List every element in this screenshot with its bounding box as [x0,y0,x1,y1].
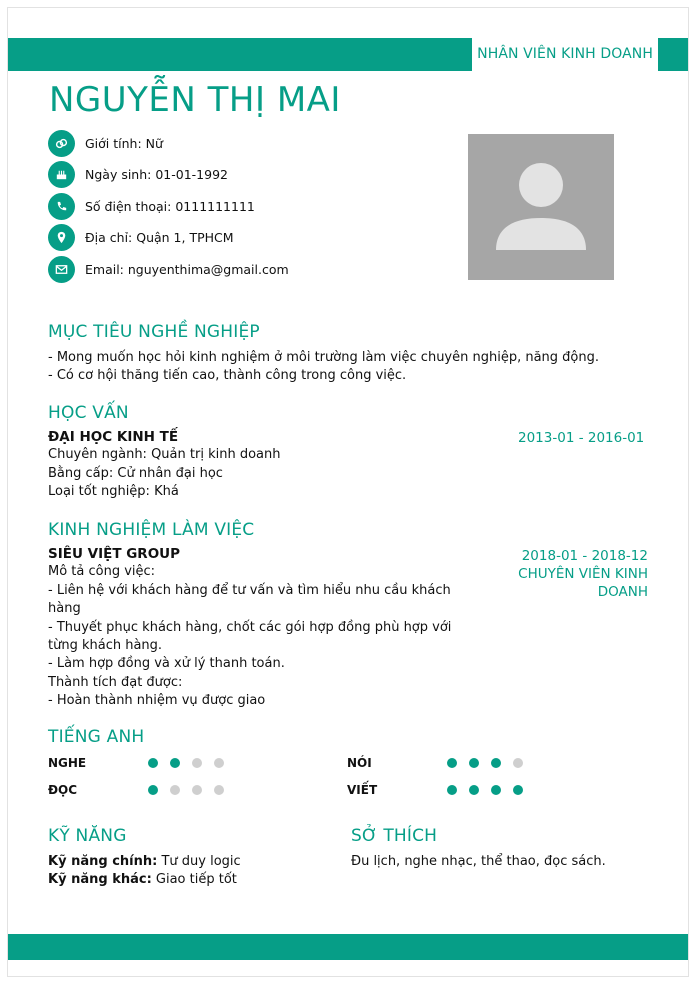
experience-position: CHUYÊN VIÊN KINH [518,566,648,582]
objective-line: - Mong muốn học hỏi kinh nghiệm ở môi trường làm việc chuyên nghiệp, năng động. [48,350,600,365]
level-dot-filled [469,758,479,768]
experience-line: - Liên hệ với khách hàng để tư vấn và tìm hiểu nhu cầu khách [48,582,451,598]
contact-gender [48,130,289,156]
level-dot-empty [170,785,180,795]
birthday-cake-icon [48,161,75,188]
skill-level-dots [447,758,523,768]
skill-level-dots [148,758,224,768]
experience-title: KINH NGHIỆM LÀM VIỆC [48,520,255,540]
footer-bar [8,934,688,960]
experience-line: Thành tích đạt được: [48,674,183,690]
company-name: SIÊU VIỆT GROUP [48,546,181,562]
skill-label: VIẾT [347,783,378,797]
education-line: Loại tốt nghiệp: Khá [48,484,179,500]
level-dot-filled [447,785,457,795]
header-bar [8,38,688,71]
skills-title: KỸ NĂNG [48,826,127,846]
level-dot-filled [447,758,457,768]
english-title: TIẾNG ANH [48,727,145,747]
hobbies-text [351,853,606,871]
skill-level-dots [148,785,224,795]
english-skill-writing [347,783,523,797]
gender-icon [48,130,75,157]
level-dot-empty [214,758,224,768]
education-title: HỌC VẤN [48,403,129,423]
experience-meta [518,547,648,601]
skill-other [48,871,241,889]
level-dot-filled [148,785,158,795]
contact-text: Số điện thoại: 0111111111 [85,198,255,214]
experience-line: hàng [48,601,81,617]
level-dot-filled [491,785,501,795]
job-title: NHÂN VIÊN KINH DOANH [472,38,658,71]
skill-level-dots [447,785,523,795]
contact-birthday [48,162,289,188]
level-dot-filled [491,758,501,768]
level-dot-empty [192,758,202,768]
skill-label: ĐỌC [48,783,78,797]
skill-main-label: Kỹ năng chính: [48,854,158,869]
level-dot-filled [469,785,479,795]
education-date: 2013-01 - 2016-01 [518,430,645,446]
level-dot-filled [170,758,180,768]
contact-phone [48,193,289,219]
english-skill-reading [48,783,224,797]
experience-line: từng khách hàng. [48,638,163,654]
education-line: Chuyên ngành: Quản trị kinh doanh [48,447,281,463]
contact-text: Ngày sinh: 01-01-1992 [85,167,228,183]
experience-line: - Thuyết phục khách hàng, chốt các gói hợp đồng phù hợp với [48,619,452,635]
skill-other-value: Giao tiếp tốt [151,872,237,888]
school-name: ĐẠI HỌC KINH TẾ [48,429,179,445]
objective-text [48,349,599,386]
experience-line: - Làm hợp đồng và xử lý thanh toán. [48,656,285,672]
profile-photo [468,134,614,280]
skill-main-value: Tư duy logic [157,854,241,869]
contact-list [48,130,289,288]
education-line: Bằng cấp: Cử nhân đại học [48,465,223,481]
contact-address [48,225,289,251]
skill-other-label: Kỹ năng khác: [48,872,152,888]
level-dot-filled [148,758,158,768]
level-dot-empty [192,785,202,795]
level-dot-empty [214,785,224,795]
phone-icon [48,193,75,220]
hobbies-title: SỞ THÍCH [351,826,438,846]
avatar-placeholder-icon [468,134,614,280]
english-skill-speaking [347,756,523,770]
english-skill-listening [48,756,224,770]
level-dot-filled [513,785,523,795]
location-pin-icon [48,224,75,251]
candidate-name: NGUYỄN THỊ MAI [49,80,341,120]
contact-text: Địa chỉ: Quận 1, TPHCM [85,230,234,246]
experience-date: 2018-01 - 2018-12 [521,548,648,564]
contact-text: Giới tính: Nữ [85,135,163,151]
objective-title: MỤC TIÊU NGHỀ NGHIỆP [48,322,260,342]
skill-label: NÓI [347,756,372,770]
education-details [48,428,280,502]
skill-label: NGHE [48,756,87,770]
contact-text: Email: nguyenthima@gmail.com [85,261,289,277]
experience-line: Mô tả công việc: [48,564,156,580]
skills-details [48,853,241,890]
contact-email [48,256,289,282]
level-dot-empty [513,758,523,768]
hobbies-line: Đu lịch, nghe nhạc, thể thao, đọc sách. [351,854,606,869]
skill-main [48,853,241,871]
experience-line: - Hoàn thành nhiệm vụ được giao [48,693,266,709]
objective-line: - Có cơ hội thăng tiến cao, thành công trong công việc. [48,368,407,384]
experience-position: DOANH [597,584,648,600]
experience-details [48,545,451,711]
mail-icon [48,256,75,283]
